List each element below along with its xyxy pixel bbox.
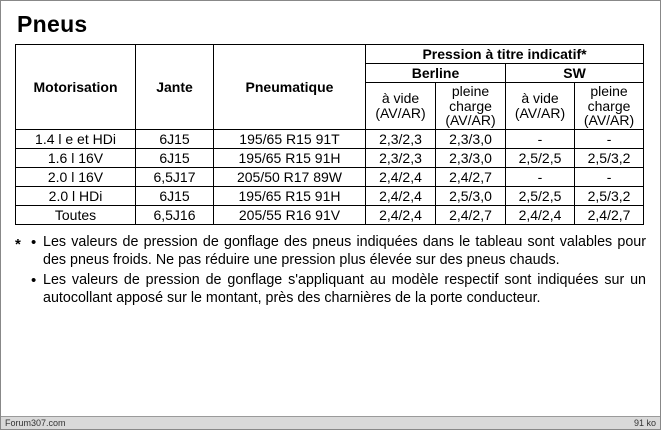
list-item (31, 272, 646, 308)
cell-pneumatique: 195/65 R15 91T (214, 130, 366, 149)
document-content (1, 1, 660, 310)
table-header (16, 45, 644, 130)
table-row (16, 149, 644, 168)
column-header-pneumatique: Pneumatique (214, 45, 366, 130)
cell-sw-charge: - (575, 130, 644, 149)
column-header-jante: Jante (136, 45, 214, 130)
column-header-sw-a-vide (506, 83, 575, 130)
label-a-vide: à vide (521, 90, 559, 107)
footnote-list (31, 234, 646, 309)
table-row (16, 187, 644, 206)
cell-jante: 6J15 (136, 130, 214, 149)
footer-filesize-label: 91 ko (633, 418, 656, 428)
cell-pneumatique: 195/65 R15 91H (214, 149, 366, 168)
cell-berline-charge: 2,4/2,7 (436, 206, 506, 225)
cell-sw-vide: - (506, 130, 575, 149)
cell-sw-charge: - (575, 168, 644, 187)
cell-jante: 6J15 (136, 149, 214, 168)
label-pleine-charge: pleine charge (449, 83, 492, 114)
cell-sw-charge: 2,5/3,2 (575, 187, 644, 206)
cell-pneumatique: 205/55 R16 91V (214, 206, 366, 225)
cell-sw-vide: - (506, 168, 575, 187)
footer-source-label: Forum307.com (5, 418, 66, 428)
cell-sw-vide: 2,4/2,4 (506, 206, 575, 225)
label-a-vide: à vide (381, 90, 420, 107)
cell-motorisation: 2.0 l 16V (16, 168, 136, 187)
label-av-ar: (AV/AR) (583, 112, 635, 129)
label-av-ar: (AV/AR) (514, 105, 566, 122)
column-header-sw: SW (506, 64, 644, 83)
list-item (31, 234, 646, 270)
cell-berline-charge: 2,5/3,0 (436, 187, 506, 206)
cell-berline-vide: 2,4/2,4 (366, 187, 436, 206)
column-header-sw-pleine-charge (575, 83, 644, 130)
cell-berline-vide: 2,4/2,4 (366, 206, 436, 225)
cell-berline-vide: 2,4/2,4 (366, 168, 436, 187)
cell-sw-charge: 2,4/2,7 (575, 206, 644, 225)
cell-berline-vide: 2,3/2,3 (366, 149, 436, 168)
tyre-pressure-table (15, 44, 644, 225)
cell-berline-charge: 2,4/2,7 (436, 168, 506, 187)
bullet-icon: • (31, 234, 37, 252)
column-header-pressure-group: Pression à titre indicatif* (366, 45, 644, 64)
cell-jante: 6,5J16 (136, 206, 214, 225)
cell-jante: 6J15 (136, 187, 214, 206)
image-footer-bar (1, 416, 660, 429)
table-body (16, 130, 644, 225)
cell-motorisation: 1.6 l 16V (16, 149, 136, 168)
footnotes (15, 234, 646, 309)
cell-motorisation: Toutes (16, 206, 136, 225)
footnote-text: Les valeurs de pression de gonflage des pneus indiquées dans le tableau sont valables pour des pneus froids. Ne pas réduire une pression plus élevée sur des pneus chauds. (43, 234, 646, 268)
table-header-row-1 (16, 45, 644, 64)
cell-berline-vide: 2,3/2,3 (366, 130, 436, 149)
cell-motorisation: 2.0 l HDi (16, 187, 136, 206)
column-header-berline: Berline (366, 64, 506, 83)
column-header-motorisation: Motorisation (16, 45, 136, 130)
cell-sw-vide: 2,5/2,5 (506, 149, 575, 168)
table-row (16, 206, 644, 225)
page-title: Pneus (17, 11, 88, 37)
cell-sw-charge: 2,5/3,2 (575, 149, 644, 168)
cell-berline-charge: 2,3/3,0 (436, 130, 506, 149)
column-header-berline-pleine-charge (436, 83, 506, 130)
cell-motorisation: 1.4 l e et HDi (16, 130, 136, 149)
cell-berline-charge: 2,3/3,0 (436, 149, 506, 168)
table-row (16, 168, 644, 187)
cell-jante: 6,5J17 (136, 168, 214, 187)
footnote-marker: * (15, 236, 21, 254)
table-row (16, 130, 644, 149)
label-av-ar: (AV/AR) (375, 105, 426, 122)
column-header-berline-a-vide (366, 83, 436, 130)
label-pleine-charge: pleine charge (587, 83, 631, 114)
cell-pneumatique: 205/50 R17 89W (214, 168, 366, 187)
cell-sw-vide: 2,5/2,5 (506, 187, 575, 206)
label-av-ar: (AV/AR) (445, 112, 496, 129)
footnote-text: Les valeurs de pression de gonflage s'appliquant au modèle respectif sont indiquées sur un autocollant apposé sur le montant, près des charnières de la porte conducteur. (43, 271, 646, 306)
cell-pneumatique: 195/65 R15 91H (214, 187, 366, 206)
bullet-icon: • (31, 271, 37, 289)
